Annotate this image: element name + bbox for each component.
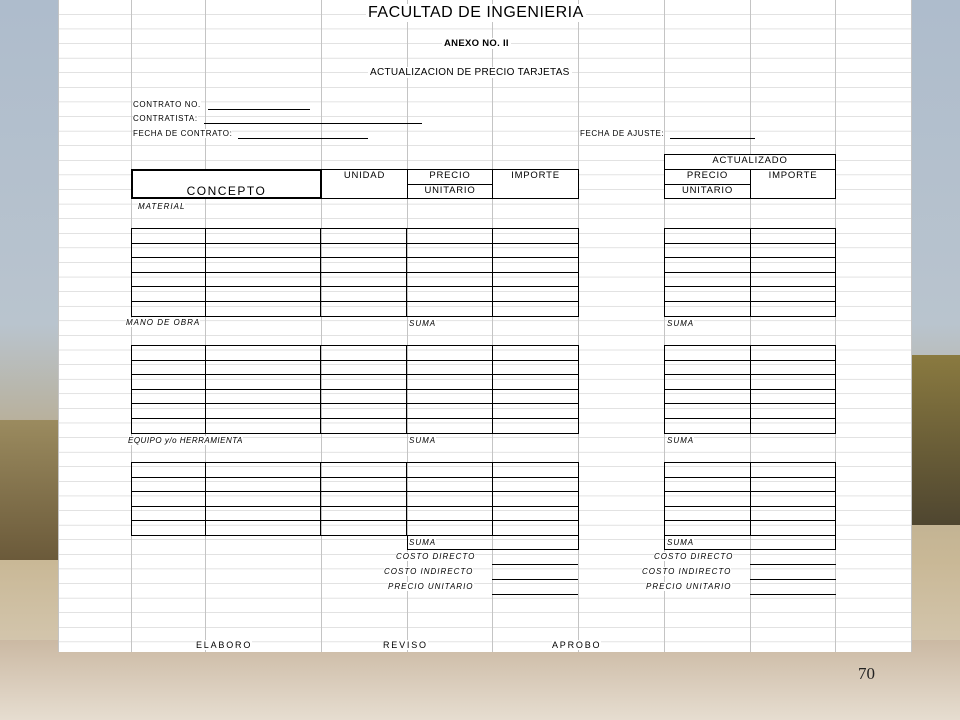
mano-obra-label: MANO DE OBRA <box>126 318 201 327</box>
table-cell[interactable] <box>750 492 835 507</box>
table-cell[interactable] <box>407 463 492 478</box>
act-costo-directo-line[interactable] <box>750 564 836 565</box>
contratista-label: CONTRATISTA: <box>133 114 198 123</box>
table-cell[interactable] <box>750 389 835 404</box>
table-cell[interactable] <box>665 346 751 361</box>
table-cell[interactable] <box>665 229 751 244</box>
table-cell[interactable] <box>205 360 320 375</box>
table-cell[interactable] <box>132 492 206 507</box>
material-label: MATERIAL <box>138 202 186 211</box>
table-cell[interactable] <box>407 229 492 244</box>
table-cell[interactable] <box>407 521 492 536</box>
contratista-line[interactable] <box>204 123 422 124</box>
gravel-ground <box>0 640 960 720</box>
construction-machine-right <box>912 355 960 525</box>
table-cell[interactable] <box>492 258 578 273</box>
table-cell[interactable] <box>132 287 206 302</box>
table-cell[interactable] <box>320 463 406 478</box>
table-cell[interactable] <box>492 243 578 258</box>
table-cell[interactable] <box>205 506 320 521</box>
table-cell[interactable] <box>407 389 492 404</box>
table-cell[interactable] <box>750 301 835 316</box>
spreadsheet-form <box>58 0 912 652</box>
table-cell[interactable] <box>205 301 320 316</box>
act-costo-directo-label: COSTO DIRECTO <box>654 552 734 561</box>
table-cell[interactable] <box>665 506 751 521</box>
table-cell[interactable] <box>750 375 835 390</box>
act-unitario-header: UNITARIO <box>664 184 751 199</box>
table-cell[interactable] <box>205 375 320 390</box>
act-precio-unitario-label: PRECIO UNITARIO <box>646 582 732 591</box>
table-cell[interactable] <box>407 301 492 316</box>
table-cell[interactable] <box>665 404 751 419</box>
table-cell[interactable] <box>407 375 492 390</box>
table-cell[interactable] <box>320 492 406 507</box>
table-cell[interactable] <box>132 404 206 419</box>
annex-label: ANEXO NO. II <box>444 38 509 49</box>
table-cell[interactable] <box>205 404 320 419</box>
table-cell[interactable] <box>132 243 206 258</box>
table-cell[interactable] <box>205 492 320 507</box>
precio-header: PRECIO <box>407 169 493 185</box>
table-cell[interactable] <box>320 404 406 419</box>
equipo-table <box>131 462 579 536</box>
table-cell[interactable] <box>320 521 406 536</box>
costo-directo-label: COSTO DIRECTO <box>396 552 476 561</box>
act-precio-header: PRECIO <box>664 169 751 185</box>
precio-unitario-label: PRECIO UNITARIO <box>388 582 474 591</box>
precio-unitario-line[interactable] <box>492 594 578 595</box>
table-cell[interactable] <box>407 360 492 375</box>
table-cell[interactable] <box>407 418 492 433</box>
table-cell[interactable] <box>750 272 835 287</box>
table-cell[interactable] <box>750 506 835 521</box>
table-cell[interactable] <box>320 506 406 521</box>
table-cell[interactable] <box>665 360 751 375</box>
table-cell[interactable] <box>665 418 751 433</box>
contrato-line[interactable] <box>208 109 310 110</box>
table-cell[interactable] <box>320 375 406 390</box>
table-cell[interactable] <box>665 272 751 287</box>
table-cell[interactable] <box>132 272 206 287</box>
table-cell[interactable] <box>132 477 206 492</box>
table-cell[interactable] <box>492 389 578 404</box>
table-cell[interactable] <box>205 258 320 273</box>
table-cell[interactable] <box>407 492 492 507</box>
table-cell[interactable] <box>320 287 406 302</box>
table-cell[interactable] <box>407 346 492 361</box>
table-cell[interactable] <box>320 258 406 273</box>
form-subtitle: ACTUALIZACION DE PRECIO TARJETAS <box>370 67 570 78</box>
table-cell[interactable] <box>205 418 320 433</box>
table-cell[interactable] <box>132 258 206 273</box>
equipo-label: EQUIPO y/o HERRAMIENTA <box>128 436 243 445</box>
table-cell[interactable] <box>132 506 206 521</box>
table-cell[interactable] <box>750 229 835 244</box>
material-act-table <box>664 228 836 317</box>
table-cell[interactable] <box>492 506 578 521</box>
unidad-header: UNIDAD <box>321 169 408 199</box>
table-cell[interactable] <box>665 477 751 492</box>
equipo-suma-label: SUMA <box>409 538 437 547</box>
table-cell[interactable] <box>320 477 406 492</box>
table-cell[interactable] <box>750 521 835 536</box>
table-cell[interactable] <box>492 360 578 375</box>
table-cell[interactable] <box>750 346 835 361</box>
table-cell[interactable] <box>750 477 835 492</box>
table-cell[interactable] <box>665 301 751 316</box>
table-cell[interactable] <box>132 301 206 316</box>
table-cell[interactable] <box>205 243 320 258</box>
actualizado-header: ACTUALIZADO <box>664 154 836 170</box>
table-cell[interactable] <box>407 243 492 258</box>
table-cell[interactable] <box>665 521 751 536</box>
mano-obra-table <box>131 345 579 434</box>
table-cell[interactable] <box>407 477 492 492</box>
table-cell[interactable] <box>750 287 835 302</box>
table-cell[interactable] <box>492 272 578 287</box>
concepto-header: CONCEPTO <box>131 169 322 199</box>
table-cell[interactable] <box>132 418 206 433</box>
table-cell[interactable] <box>407 506 492 521</box>
table-cell[interactable] <box>665 389 751 404</box>
equipo-act-suma-label: SUMA <box>667 538 695 547</box>
table-cell[interactable] <box>132 360 206 375</box>
mano-obra-act-table <box>664 345 836 434</box>
table-cell[interactable] <box>665 258 751 273</box>
material-table <box>131 228 579 317</box>
unitario-header: UNITARIO <box>407 184 493 199</box>
fecha-ajuste-line[interactable] <box>670 138 755 139</box>
table-cell[interactable] <box>665 375 751 390</box>
table-cell[interactable] <box>750 463 835 478</box>
material-act-suma-label: SUMA <box>667 319 695 328</box>
table-cell[interactable] <box>665 243 751 258</box>
table-cell[interactable] <box>750 243 835 258</box>
table-cell[interactable] <box>205 477 320 492</box>
table-cell[interactable] <box>205 389 320 404</box>
table-cell[interactable] <box>492 287 578 302</box>
page-number: 70 <box>858 664 875 683</box>
construction-machine-left <box>0 420 58 560</box>
table-cell[interactable] <box>205 463 320 478</box>
fecha-contrato-label: FECHA DE CONTRATO: <box>133 129 233 138</box>
table-cell[interactable] <box>492 301 578 316</box>
mano-obra-act-suma-label: SUMA <box>667 436 695 445</box>
table-cell[interactable] <box>407 272 492 287</box>
table-cell[interactable] <box>665 463 751 478</box>
aprobo-label: APROBO <box>552 640 602 650</box>
table-cell[interactable] <box>132 346 206 361</box>
table-cell[interactable] <box>320 360 406 375</box>
table-cell[interactable] <box>132 463 206 478</box>
page-title: FACULTAD DE INGENIERIA <box>368 4 584 21</box>
material-suma-label: SUMA <box>409 319 437 328</box>
act-costo-indirecto-line[interactable] <box>750 579 836 580</box>
table-cell[interactable] <box>320 229 406 244</box>
table-cell[interactable] <box>665 492 751 507</box>
table-cell[interactable] <box>205 521 320 536</box>
act-precio-unitario-line[interactable] <box>750 594 836 595</box>
table-cell[interactable] <box>320 389 406 404</box>
table-cell[interactable] <box>132 521 206 536</box>
table-cell[interactable] <box>320 301 406 316</box>
reviso-label: REVISO <box>383 640 428 650</box>
costo-indirecto-label: COSTO INDIRECTO <box>384 567 474 576</box>
table-cell[interactable] <box>205 287 320 302</box>
table-cell[interactable] <box>750 360 835 375</box>
table-cell[interactable] <box>320 272 406 287</box>
table-cell[interactable] <box>492 492 578 507</box>
table-cell[interactable] <box>320 346 406 361</box>
elaboro-label: ELABORO <box>196 640 253 650</box>
contrato-label: CONTRATO NO. <box>133 100 201 109</box>
table-cell[interactable] <box>320 418 406 433</box>
table-cell[interactable] <box>665 287 751 302</box>
table-cell[interactable] <box>132 389 206 404</box>
table-cell[interactable] <box>407 258 492 273</box>
table-cell[interactable] <box>492 418 578 433</box>
importe-header: IMPORTE <box>492 169 579 199</box>
table-cell[interactable] <box>492 463 578 478</box>
table-cell[interactable] <box>407 287 492 302</box>
table-cell[interactable] <box>205 272 320 287</box>
table-cell[interactable] <box>492 229 578 244</box>
table-cell[interactable] <box>492 346 578 361</box>
table-cell[interactable] <box>205 346 320 361</box>
table-cell[interactable] <box>750 418 835 433</box>
equipo-act-table <box>664 462 836 536</box>
fecha-ajuste-label: FECHA DE AJUSTE: <box>580 129 665 138</box>
table-cell[interactable] <box>492 521 578 536</box>
table-cell[interactable] <box>492 477 578 492</box>
costo-directo-line[interactable] <box>492 564 578 565</box>
table-cell[interactable] <box>205 229 320 244</box>
table-cell[interactable] <box>320 243 406 258</box>
table-cell[interactable] <box>750 258 835 273</box>
act-costo-indirecto-label: COSTO INDIRECTO <box>642 567 732 576</box>
table-cell[interactable] <box>492 404 578 419</box>
costo-indirecto-line[interactable] <box>492 579 578 580</box>
table-cell[interactable] <box>407 404 492 419</box>
mano-obra-suma-label: SUMA <box>409 436 437 445</box>
table-cell[interactable] <box>492 375 578 390</box>
table-cell[interactable] <box>132 375 206 390</box>
table-cell[interactable] <box>132 229 206 244</box>
fecha-contrato-line[interactable] <box>238 138 368 139</box>
table-cell[interactable] <box>750 404 835 419</box>
act-importe-header: IMPORTE <box>750 169 836 199</box>
